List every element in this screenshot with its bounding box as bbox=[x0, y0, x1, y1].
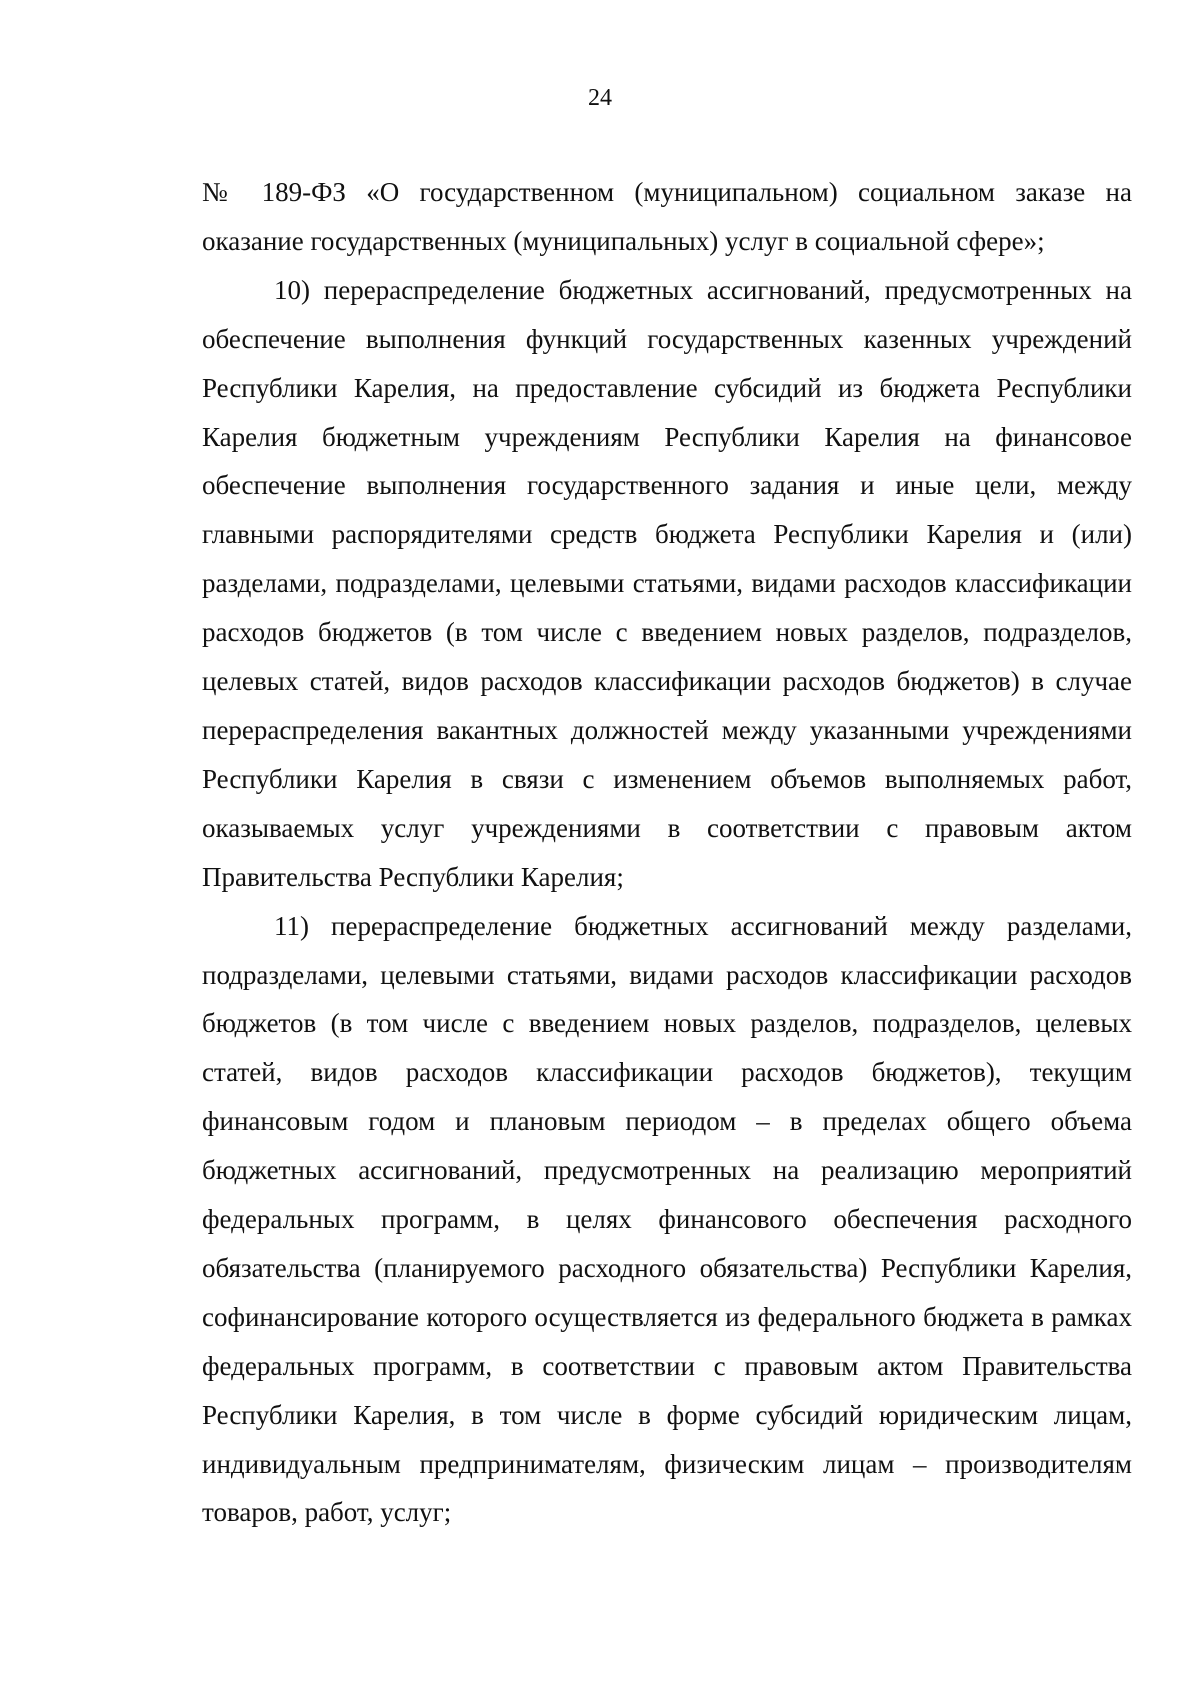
paragraph-item-11: 11) перераспределение бюджетных ассигнований между разделами, подразделами, целевыми статьями, видами расходов классификации расходов бюджетов (в том числе с введением новых разделов, подразделов, целевых статей, видов расходов классификации расходов бюджетов), текущим финансовым годом и плановым периодом – в пределах общего объема бюджетных ассигнований, предусмотренных на реализацию мероприятий федеральных программ, в целях финансового обеспечения расходного обязательства (планируемого расходного обязательства) Республики Карелия, софинансирование которого осуществляется из федерального бюджета в рамках федеральных программ, в соответствии с правовым актом Правительства Республики Карелия, в том числе в форме субсидий юридическим лицам, индивидуальным предпринимателям, физическим лицам – производителям товаров, работ, услуг; bbox=[202, 910, 1132, 1528]
document-body bbox=[202, 168, 1132, 1537]
paragraph-continuation: № 189-ФЗ «О государственном (муниципальном) социальном заказе на оказание государственных (муниципальных) услуг в социальной сфере»; bbox=[202, 177, 1132, 256]
paragraph-item-10: 10) перераспределение бюджетных ассигнований, предусмотренных на обеспечение выполнения функций государственных казенных учреждений Республики Карелия, на предоставление субсидий из бюджета Республики Карелия бюджетным учреждениям Республики Карелия на финансовое обеспечение выполнения государственного задания и иные цели, между главными распорядителями средств бюджета Республики Карелия и (или) разделами, подразделами, целевыми статьями, видами расходов классификации расходов бюджетов (в том числе с введением новых разделов, подразделов, целевых статей, видов расходов классификации расходов бюджетов) в случае перераспределения вакантных должностей между указанными учреждениями Республики Карелия в связи с изменением объемов выполняемых работ, оказываемых услуг учреждениями в соответствии с правовым актом Правительства Республики Карелия; bbox=[202, 274, 1132, 892]
page-number: 24 bbox=[588, 85, 612, 111]
